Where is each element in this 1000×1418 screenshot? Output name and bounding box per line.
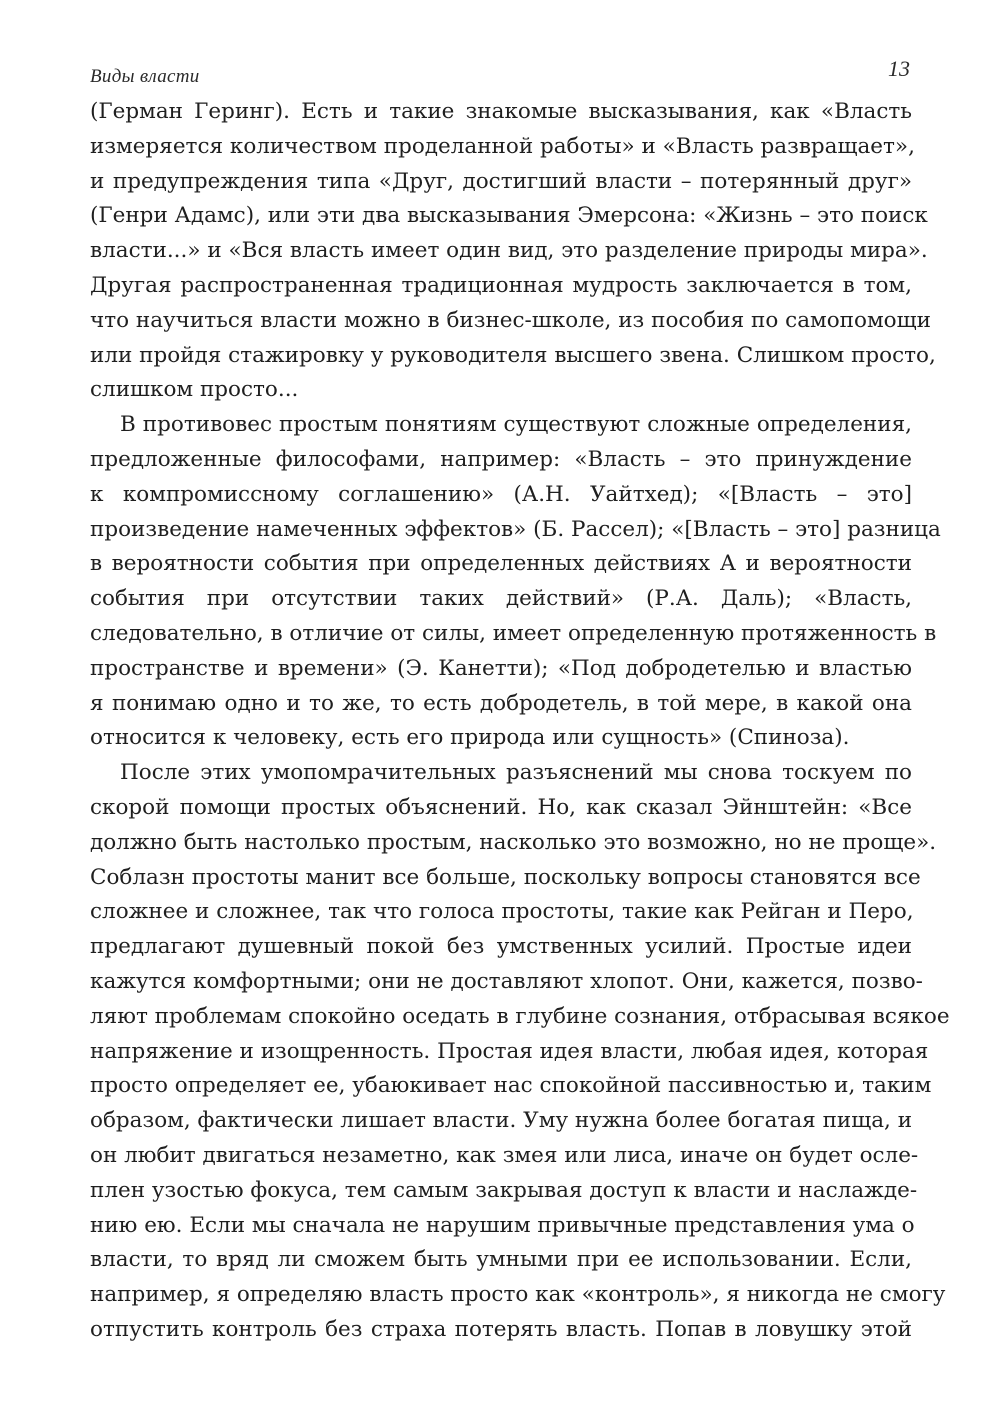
body-text <box>90 95 950 1348</box>
text-line: власти...» и «Вся власть имеет один вид, это разделение природы мира». <box>90 238 928 264</box>
text-line: власти, то вряд ли сможем быть умными при ее использовании. Если, <box>90 1247 912 1273</box>
text-line: измеряется количеством проделанной работы» и «Власть развращает», <box>90 133 915 159</box>
text-line: относится к человеку, есть его природа или сущность» (Спиноза). <box>90 725 850 751</box>
text-line: он любит двигаться незаметно, как змея или лиса, иначе он будет осле- <box>90 1142 919 1168</box>
paragraph-1 <box>90 95 936 408</box>
text-line: к компромиссному соглашению» (А.Н. Уайтхед); «[Власть – это] <box>90 481 912 507</box>
text-line: ляют проблемам спокойно оседать в глубине сознания, отбрасывая всякое <box>90 1003 950 1029</box>
text-line: слишком просто... <box>90 377 299 403</box>
text-line: предлагают душевный покой без умственных усилий. Простые идеи <box>90 934 912 960</box>
text-line: и предупреждения типа «Друг, достигший власти – потерянный друг» <box>90 168 912 194</box>
text-line: или пройдя стажировку у руководителя высшего звена. Слишком просто, <box>90 342 936 368</box>
text-line: сложнее и сложнее, так что голоса простоты, такие как Рейган и Перо, <box>90 899 914 925</box>
text-line: (Герман Геринг). Есть и такие знакомые высказывания, как «Власть <box>90 99 912 124</box>
text-line: в вероятности события при определенных действиях А и вероятности <box>90 551 912 577</box>
text-line: Соблазн простоты манит все больше, поскольку вопросы становятся все <box>90 864 921 890</box>
text-line: плен узостью фокуса, тем самым закрывая доступ к власти и наслажде- <box>90 1177 918 1203</box>
text-line: события при отсутствии таких действий» (Р.А. Даль); «Власть, <box>90 586 912 612</box>
text-line: скорой помощи простых объяснений. Но, как сказал Эйнштейн: «Все <box>90 794 912 820</box>
text-line: (Генри Адамс), или эти два высказывания Эмерсона: «Жизнь – это поиск <box>90 203 928 229</box>
page-number: 13 <box>888 56 910 81</box>
text-line: кажутся комфортными; они не доставляют хлопот. Они, кажется, позво- <box>90 968 923 994</box>
text-line: просто определяет ее, убаюкивает нас спокойной пассивностью и, таким <box>90 1073 932 1099</box>
text-line: После этих умопомрачительных разъяснений мы снова тоскуем по <box>120 760 912 786</box>
paragraph-2 <box>90 408 941 756</box>
text-line: напряжение и изощренность. Простая идея власти, любая идея, которая <box>90 1038 929 1064</box>
text-line: нию ею. Если мы сначала не нарушим привычные представления ума о <box>90 1212 915 1238</box>
text-line: я понимаю одно и то же, то есть добродетель, в той мере, в какой она <box>90 690 912 716</box>
text-line: пространстве и времени» (Э. Канетти); «Под добродетелью и властью <box>90 655 912 681</box>
text-line: следовательно, в отличие от силы, имеет определенную протяженность в <box>90 620 937 646</box>
text-line: образом, фактически лишает власти. Уму нужна более богатая пища, и <box>90 1108 913 1134</box>
text-line: Другая распространенная традиционная мудрость заключается в том, <box>90 272 912 298</box>
text-line: произведение намеченных эффектов» (Б. Рассел); «[Власть – это] разница <box>90 516 941 542</box>
text-line: должно быть настолько простым, насколько это возможно, но не проще». <box>90 829 937 855</box>
text-line: например, я определяю власть просто как «контроль», я никогда не смогу <box>90 1282 946 1308</box>
text-line: В противовес простым понятиям существуют сложные определения, <box>120 412 912 438</box>
text-line: что научиться власти можно в бизнес-школе, из пособия по самопомощи <box>90 307 931 333</box>
running-title: Виды власти <box>90 66 200 87</box>
paragraph-3 <box>90 756 950 1348</box>
text-line: отпустить контроль без страха потерять власть. Попав в ловушку этой <box>90 1316 912 1342</box>
text-line: предложенные философами, например: «Власть – это принуждение <box>90 446 912 472</box>
